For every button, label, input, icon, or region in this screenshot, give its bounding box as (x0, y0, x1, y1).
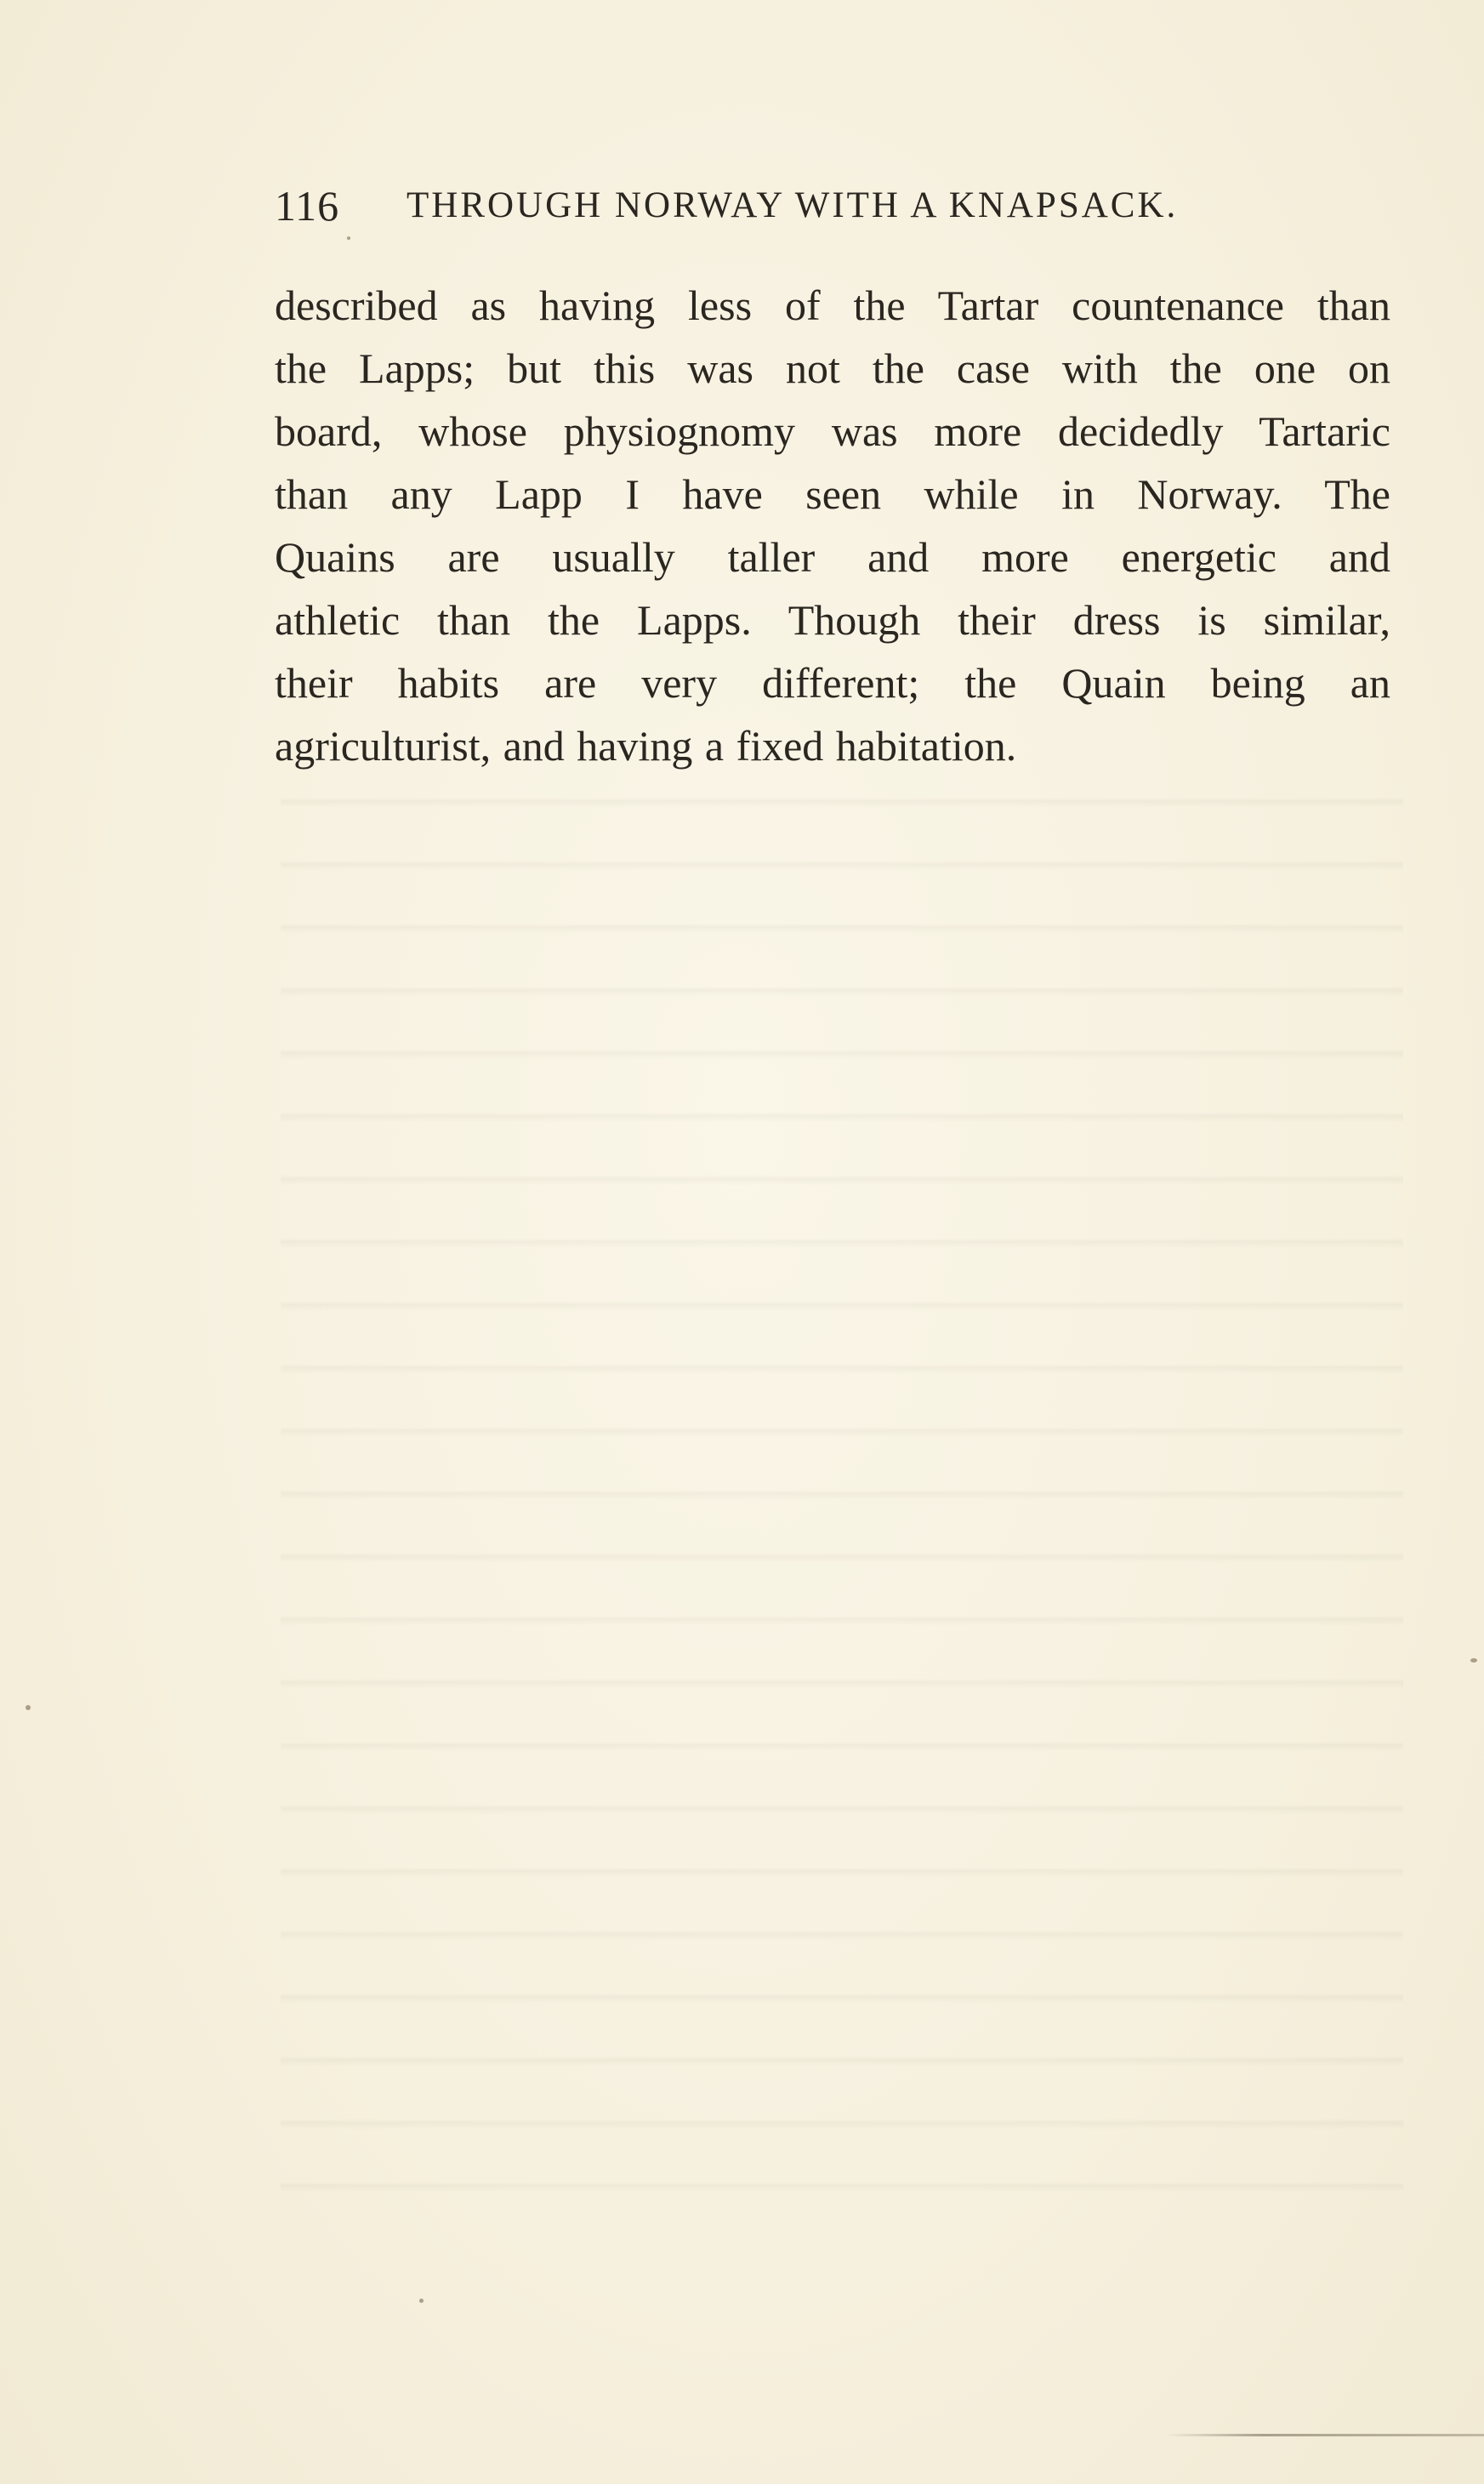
running-title: THROUGH NORWAY WITH A KNAPSACK. (407, 185, 1179, 225)
text-line: than any Lapp I have seen while in Norway. The (275, 470, 1390, 518)
body-text (275, 274, 1390, 777)
text-line: their habits are very different; the Quain being an (275, 659, 1390, 707)
text-line: board, whose physiognomy was more decidedly Tartaric (275, 407, 1390, 455)
running-head (275, 181, 1261, 232)
text-line: described as having less of the Tartar countenance than (275, 281, 1390, 329)
page-number: 116 (275, 182, 340, 230)
text-line: Quains are usually taller and more energetic and (275, 533, 1390, 581)
paper-speck (419, 2299, 424, 2303)
paper-speck (347, 236, 350, 240)
text-line: the Lapps; but this was not the case with the one on (275, 344, 1390, 392)
text-line: athletic than the Lapps. Though their dress is similar, (275, 596, 1390, 644)
show-through-text (281, 765, 1403, 2211)
paper-edge-mark (1165, 2434, 1484, 2436)
paper-speck (26, 1705, 31, 1710)
paper-speck (1470, 1658, 1477, 1663)
text-line: agriculturist, and having a fixed habitation. (275, 722, 1017, 770)
